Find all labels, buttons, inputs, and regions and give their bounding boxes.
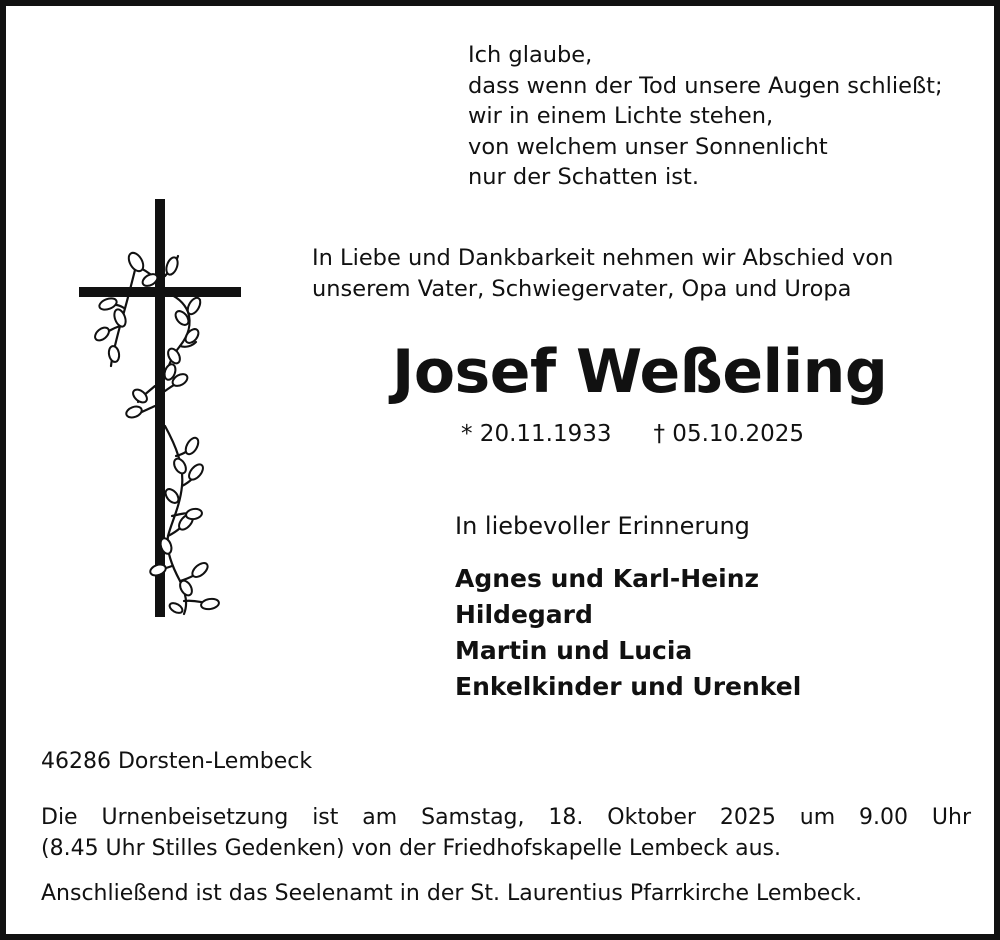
death-date: † 05.10.2025: [653, 421, 804, 447]
mourner-entry: Agnes und Karl-Heinz: [455, 564, 760, 593]
deceased-name: Josef Weßeling: [392, 337, 888, 407]
intro-line: unserem Vater, Schwiegervater, Opa und Uropa: [312, 275, 852, 302]
poem: [468, 40, 943, 193]
place-line: 46286 Dorsten-Lembeck: [41, 749, 313, 774]
seelenamt-line: Anschließend ist das Seelenamt in der St. Laurentius Pfarrkirche Lembeck.: [41, 881, 863, 906]
cross-with-vine-icon: [76, 196, 246, 621]
funeral-line: (8.45 Uhr Stilles Gedenken) von der Friedhofskapelle Lembeck aus.: [41, 836, 782, 861]
mourners-list: [455, 561, 801, 705]
life-dates: [461, 418, 804, 450]
mourner-entry: Martin und Lucia: [455, 636, 693, 665]
funeral-line: Die Urnenbeisetzung ist am Samstag, 18. Oktober 2025 um 9.00 Uhr: [41, 805, 971, 830]
poem-line: nur der Schatten ist.: [468, 164, 699, 190]
funeral-details: [41, 802, 971, 864]
poem-line: von welchem unser Sonnenlicht: [468, 133, 828, 160]
poem-line: dass wenn der Tod unsere Augen schließt;: [468, 72, 943, 99]
mourner-entry: Hildegard: [455, 600, 593, 629]
mourner-entry: Enkelkinder und Urenkel: [455, 672, 802, 701]
remembrance-line: In liebevoller Erinnerung: [455, 512, 750, 540]
poem-line: Ich glaube,: [468, 42, 593, 68]
intro-text: [312, 243, 893, 304]
intro-line: In Liebe und Dankbarkeit nehmen wir Abschied von: [312, 245, 894, 271]
poem-line: wir in einem Lichte stehen,: [468, 103, 774, 129]
birth-date: * 20.11.1933: [461, 421, 612, 447]
